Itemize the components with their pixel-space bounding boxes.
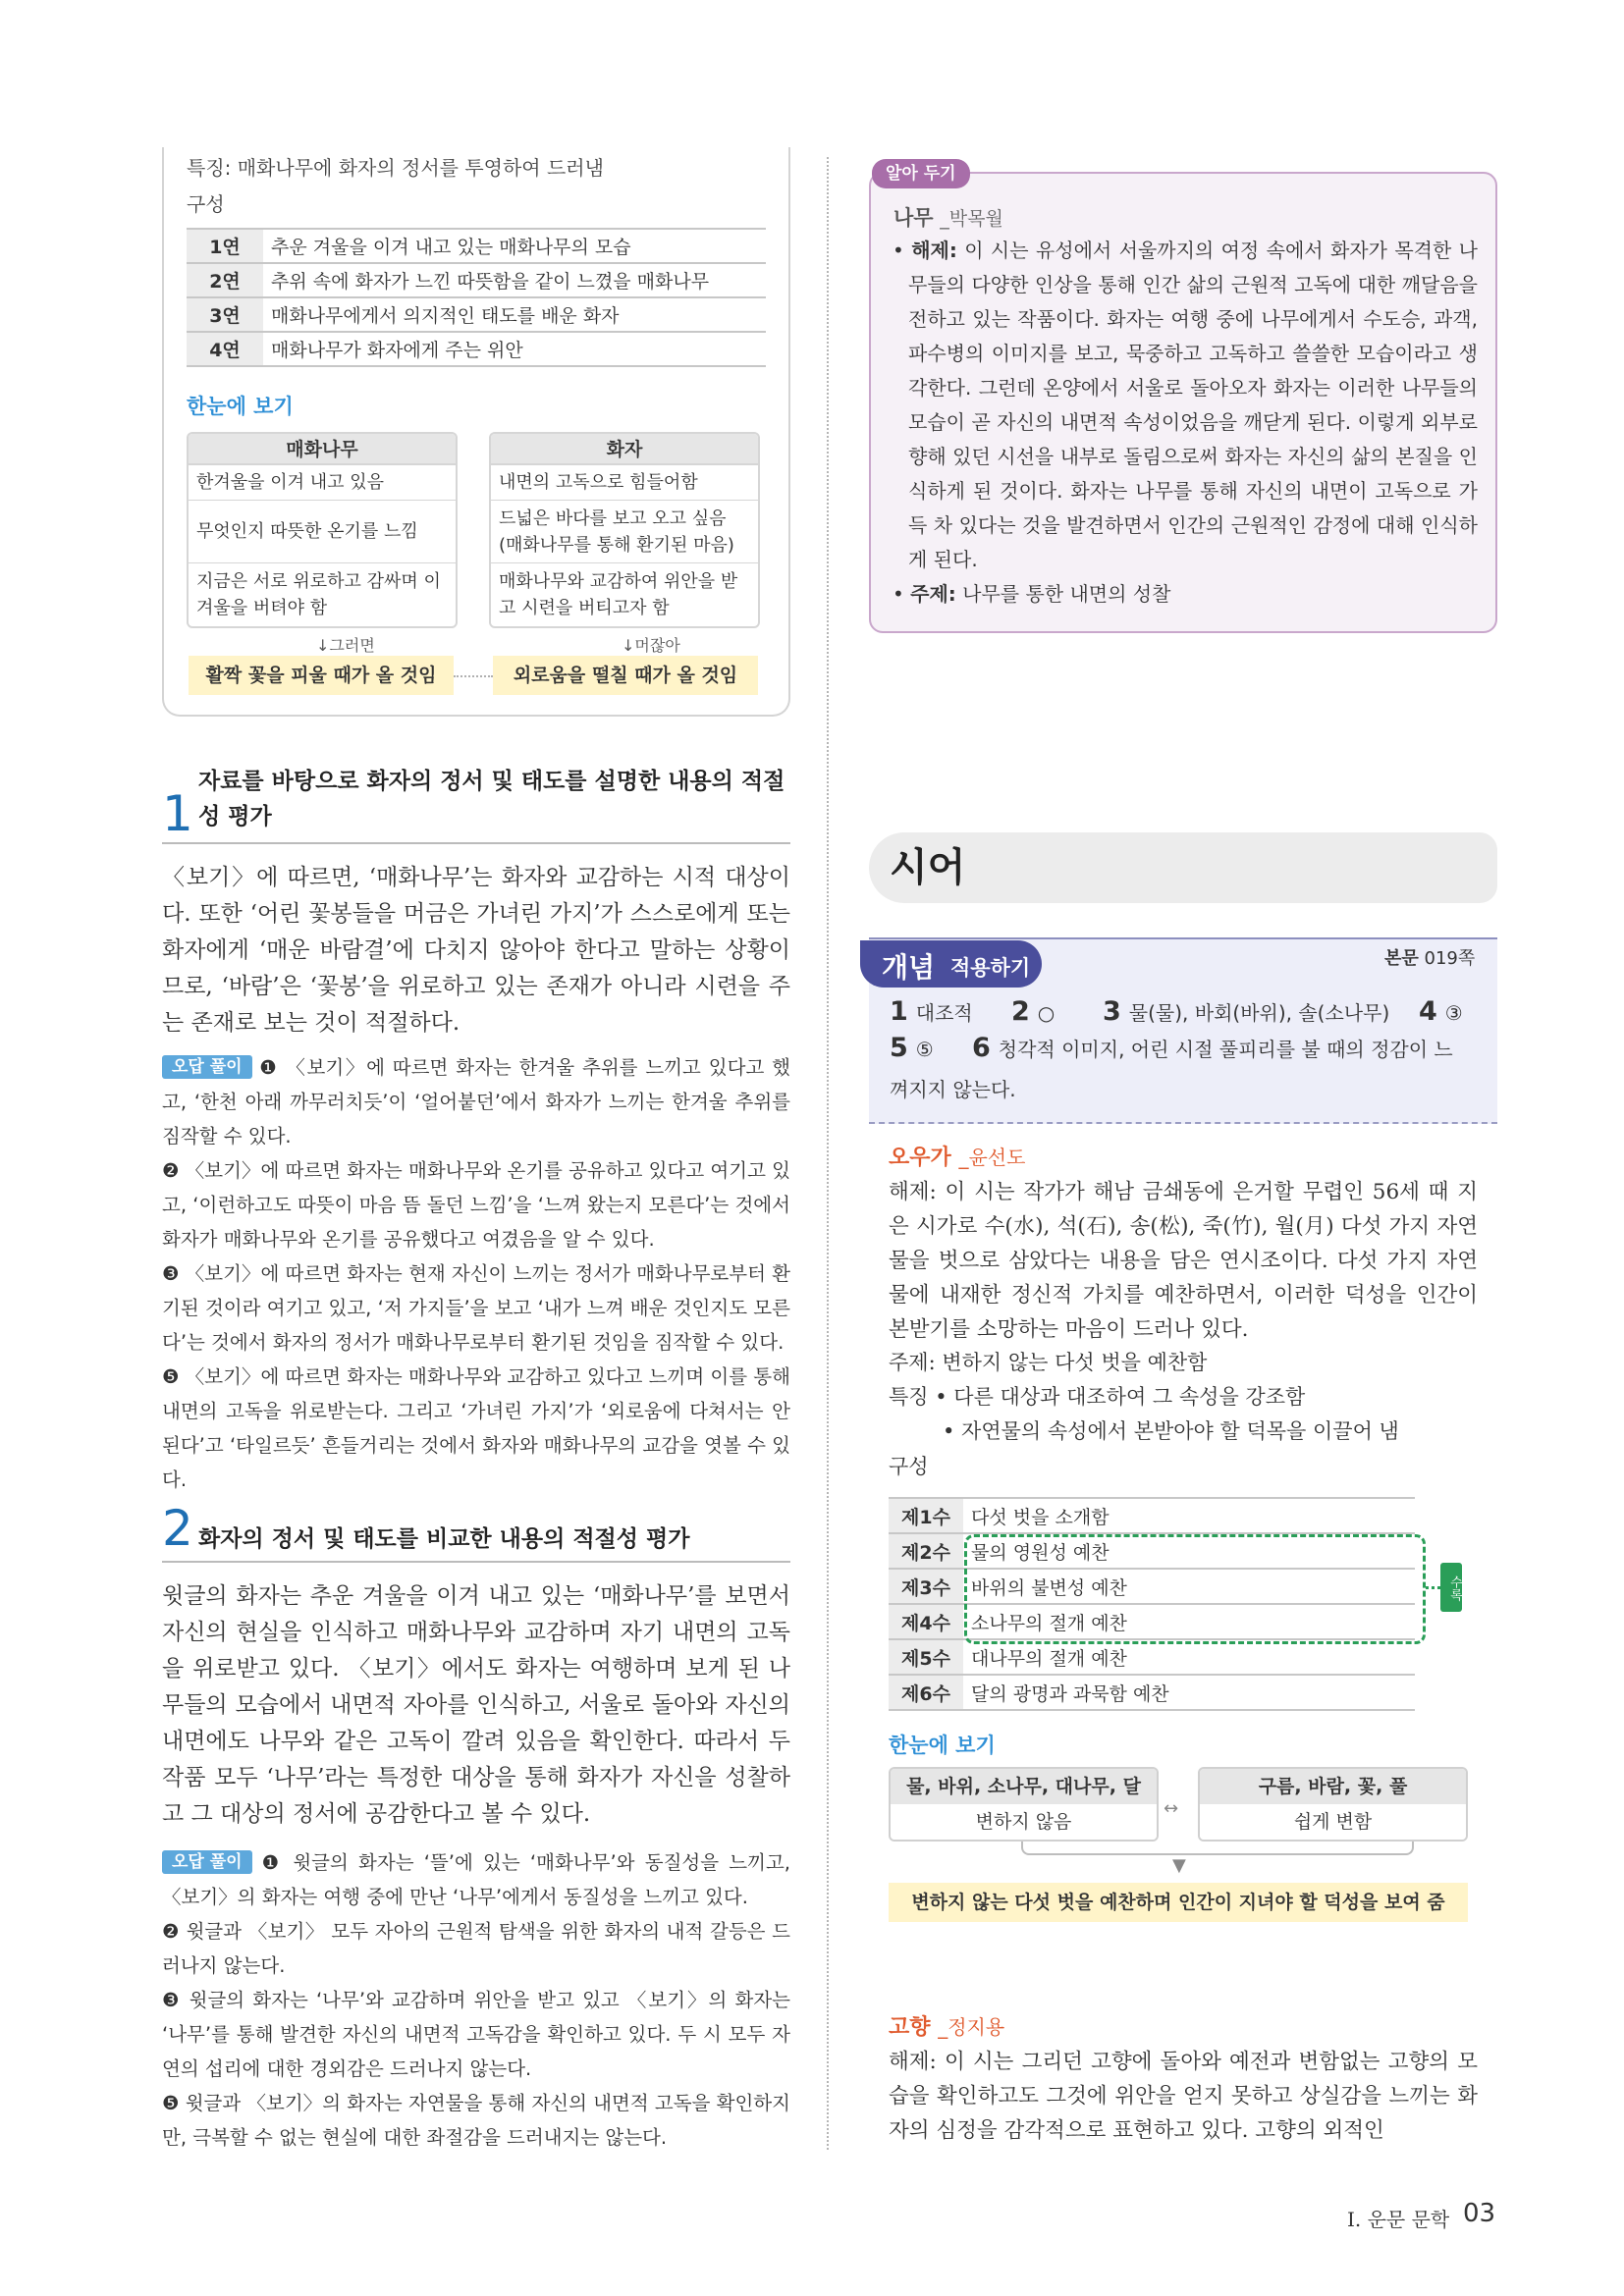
reference-title: 나무 _박목월 xyxy=(893,206,1003,230)
poem-title: 오우가 _윤선도 xyxy=(889,1146,1026,1170)
glance-header: 매화나무 xyxy=(189,434,456,465)
structure-label: 구성 xyxy=(889,1455,929,1478)
arrow-down-icon: ↓그러면 xyxy=(316,636,375,655)
glance-cell: 매화나무와 교감하여 위안을 받고 시련을 버티고자 함 xyxy=(499,571,738,618)
feature-line: 특징: 매화나무에 화자의 정서를 투영하여 드러냄 xyxy=(187,156,604,180)
wrong-answer-tag: 오답 풀이 xyxy=(162,1055,252,1079)
group-connector xyxy=(1426,1586,1440,1589)
question-number: 1 xyxy=(162,785,193,842)
page-reference: 본문 019쪽 xyxy=(1384,948,1476,969)
contrast-arrow-icon: ↔ xyxy=(1164,1798,1179,1819)
answer-item: 6 청각적 이미지, 어린 시절 풀피리를 불 때의 정감이 느 xyxy=(972,1033,1453,1063)
question-number: 2 xyxy=(162,1500,193,1557)
poem-summary: 해제: 이 시는 그리던 고향에 돌아와 예전과 변함없는 고향의 모습을 확인하고도 그것에 위안을 얻지 못하고 상실감을 느끼는 화자의 심정을 감각적으로 표현하고 있다. 고향의 외적인 xyxy=(889,2050,1478,2143)
poem-feature: • 자연물의 속성에서 본받아야 할 덕목을 이끌어 냄 xyxy=(943,1419,1399,1443)
page-number: 03 xyxy=(1463,2199,1496,2228)
glance-cell: 무엇인지 따뜻한 온기를 느낌 xyxy=(189,501,456,563)
glance-result: 활짝 꽃을 피울 때가 올 것임 xyxy=(189,656,454,695)
table-row: 제1수 다섯 벗을 소개함 xyxy=(889,1498,1415,1533)
reference-text: • 해제: 이 시는 유성에서 서울까지의 여정 속에서 화자가 목격한 나무들의 다양한 인상을 통해 인간 삶의 근원적 고독에 대한 깨달음을 전하고 있는 작품이다. 화자는 여행 중에 나무에게서 수도승, 과객, 파수병의 이미지를 보고, 묵중하고 고독하고 쓸쓸한 모습이라고 생각한다. 그런데 온양에서 서울로 돌아오자 화자는 이러한 나무들의 모습이 곧 자신의 내면적 속성이었음을 깨닫게 된다. 이렇게 외부로 향해 있던 시선을 내부로 돌림으로써 화자는 자신의 삶의 본질을 인식하게 된 것이다. 화자는 나무를 통해 자신의 내면이 고독으로 가득 차 있다는 것을 발견하면서 인간의 근원적인 감정에 대해 인식하게 된다. • 주제: 나무를 통한 내면의 성찰 xyxy=(893,239,1478,606)
wrong-answer-notes: 오답 풀이 ❶ 〈보기〉에 따르면 화자는 한겨울 추위를 느끼고 있다고 했고, ‘한천 아래 까무러치듯’이 ‘얼어붙던’에서 화자가 느끼는 한겨울 추위를 짐작할 수 있다. ❷ 〈보기〉에 따르면 화자는 매화나무와 온기를 공유하고 있다고 여기고 있고, ‘이런하고도 따뜻이 마음 뜸 돌던 느낌’을 ‘느껴 왔는지 모른다’는 것에서 화자가 매화나무와 온기를 공유했다고 여겼음을 알 수 있다. ❸ 〈보기〉에 따르면 화자는 현재 자신이 느끼는 정서가 매화나무로부터 환기된 것이라 여기고 있고, ‘저 가지들’을 보고 ‘내가 느껴 배운 것인지도 모른다’는 것에서 화자의 정서가 매화나무로부터 환기된 것임을 짐작할 수 있다. ❺ 〈보기〉에 따르면 화자는 매화나무와 교감하고 있다고 느끼며 이를 통해 내면의 고독을 위로받는다. 그리고 ‘가녀린 가지’가 ‘외로움에 다쳐서는 안 된다’고 ‘타일르듯’ 흔들거리는 것에서 화자와 매화나무의 교감을 엿볼 수 있다. xyxy=(162,1056,790,1491)
poem-title: 고향 _정지용 xyxy=(889,2015,1005,2040)
glance-cell: 드넓은 바다를 보고 오고 싶음 (매화나무를 통해 환기된 마음) xyxy=(491,501,758,563)
poem-feature: 특징 • 다른 대상과 대조하여 그 속성을 강조함 xyxy=(889,1385,1306,1409)
table-row: 제6수 달의 광명과 과묵함 예찬 xyxy=(889,1675,1415,1710)
explanation-text: 〈보기〉에 따르면, ‘매화나무’는 화자와 교감하는 시적 대상이다. 또한 ‘어린 꽃봉들을 머금은 가녀린 가지’가 스스로에게 또는 화자에게 ‘매운 바람결’에 다치지 않아야 한다고 말하는 상황이므로, ‘바람’은 ‘꽃봉’을 위로하고 있는 존재가 아니라 시련을 주는 존재로 보는 것이 적절하다. xyxy=(162,865,790,1036)
table-row: 1연 추운 겨울을 이겨 내고 있는 매화나무의 모습 xyxy=(187,229,766,263)
glance-cell: 내면의 고독으로 힘들어함 xyxy=(491,465,758,501)
glance-connector xyxy=(454,675,493,677)
glance-result: 외로움을 떨칠 때가 올 것임 xyxy=(493,656,758,695)
glance-cell: 한겨울을 이겨 내고 있음 xyxy=(189,465,456,501)
footer-section: Ⅰ. 운문 문학 xyxy=(1347,2208,1450,2231)
explanation-text: 윗글의 화자는 추운 겨울을 이겨 내고 있는 ‘매화나무’를 보면서 자신의 현실을 인식하고 매화나무와 교감하며 자기 내면의 고독을 위로받고 있다. 〈보기〉에서도 화자는 여행하며 보게 된 나무들의 모습에서 내면적 자아를 인식하고, 서울로 돌아와 자신의 내면에도 나무와 같은 고독이 깔려 있음을 확인한다. 따라서 두 작품 모두 ‘나무’라는 특정한 대상을 통해 화자가 자신을 성찰하고 그 대상의 정서에 공감한다고 볼 수 있다. xyxy=(162,1583,790,1827)
arrow-down-icon: ↓머잖아 xyxy=(622,636,680,655)
table-row: 제5수 대나무의 절개 예찬 xyxy=(889,1639,1415,1675)
table-row: 4연 매화나무가 화자에게 주는 위안 xyxy=(187,332,766,366)
question-title: 자료를 바탕으로 화자의 정서 및 태도를 설명한 내용의 적절성 평가 xyxy=(198,769,785,829)
table-row: 제2수 물의 영원성 예찬 xyxy=(889,1533,1415,1569)
table-row: 제4수 소나무의 절개 예찬 xyxy=(889,1604,1415,1639)
question-title: 화자의 정서 및 태도를 비교한 내용의 적절성 평가 xyxy=(198,1526,690,1552)
glance-cell: 지금은 서로 위로하고 감싸며 이 겨울을 버텨야 함 xyxy=(196,571,441,618)
glance-column-speaker xyxy=(489,432,760,628)
poem-theme: 주제: 변하지 않는 다섯 벗을 예찬함 xyxy=(889,1351,1208,1374)
glance-column-plum xyxy=(187,432,458,628)
reference-tab: 알아 두기 xyxy=(872,159,970,188)
section-title: 시어 xyxy=(890,845,966,890)
wrong-answer-notes: 오답 풀이 ❶ 윗글의 화자는 ‘뜰’에 있는 ‘매화나무’와 동질성을 느끼고, 〈보기〉의 화자는 여행 중에 만난 ‘나무’에게서 동질성을 느끼고 있다. ❷ 윗글과 〈보기〉 모두 자아의 근원적 탐색을 위한 화자의 내적 갈등은 드러나지 않는다. ❸ 윗글의 화자는 ‘나무’와 교감하며 위안을 받고 있고 〈보기〉의 화자는 ‘나무’를 통해 발견한 자신의 내면적 고독감을 확인하고 있다. 두 시 모두 자연의 섭리에 대한 경외감은 드러나지 않는다. ❺ 윗글과 〈보기〉의 화자는 자연물을 통해 자신의 내면적 고독을 확인하지만, 극복할 수 없는 현실에 대한 좌절감을 드러내지는 않는다. xyxy=(162,1851,790,2149)
included-group-outline xyxy=(964,1534,1426,1644)
arrow-down-icon: ▼ xyxy=(1172,1855,1186,1876)
answer-item: 4 ③ xyxy=(1419,996,1463,1027)
glance-bracket xyxy=(1021,1842,1414,1855)
structure-label: 구성 xyxy=(187,192,225,216)
included-tag: 수록 xyxy=(1440,1563,1462,1612)
column-divider xyxy=(827,157,829,2150)
glance-title: 한눈에 보기 xyxy=(889,1734,996,1757)
glance-header: 화자 xyxy=(491,434,758,465)
glance-result: 변하지 않는 다섯 벗을 예찬하며 인간이 지녀야 할 덕성을 보여 줌 xyxy=(889,1883,1468,1922)
poem-summary: 해제: 이 시는 작가가 해남 금쇄동에 은거할 무렵인 56세 때 지은 시가로 수(水), 석(石), 송(松), 죽(竹), 월(月) 다섯 가지 자연물을 벗으로 삼았다는 내용을 담은 연시조이다. 다섯 가지 자연물에 내재한 정신적 가치를 예찬하면서, 이러한 덕성을 인간이 본받기를 소망하는 마음이 드러나 있다. xyxy=(889,1180,1478,1342)
glance-title: 한눈에 보기 xyxy=(187,395,294,418)
structure-table xyxy=(187,228,766,367)
glance-changing: 구름, 바람, 꽃, 풀 쉽게 변함 xyxy=(1198,1767,1468,1842)
answer-item: 2 ○ xyxy=(1011,996,1056,1027)
table-row: 3연 매화나무에게서 의지적인 태도를 배운 화자 xyxy=(187,297,766,332)
answer-item: 3 물(물), 바회(바위), 솔(소나무) xyxy=(1103,996,1390,1027)
table-row: 2연 추위 속에 화자가 느낀 따뜻함을 같이 느꼈을 매화나무 xyxy=(187,263,766,297)
answer-item: 5 ⑤ xyxy=(890,1033,934,1063)
divider xyxy=(162,1561,790,1563)
wrong-answer-tag: 오답 풀이 xyxy=(162,1850,252,1874)
divider xyxy=(162,842,790,844)
answer-item: 1 대조적 xyxy=(890,996,973,1027)
table-row: 제3수 바위의 불변성 예찬 xyxy=(889,1569,1415,1604)
answer-continuation: 껴지지 않는다. xyxy=(890,1078,1016,1101)
concept-badge: 개념 적용하기 xyxy=(860,940,1042,988)
glance-unchanging: 물, 바위, 소나무, 대나무, 달 변하지 않음 xyxy=(889,1767,1159,1842)
